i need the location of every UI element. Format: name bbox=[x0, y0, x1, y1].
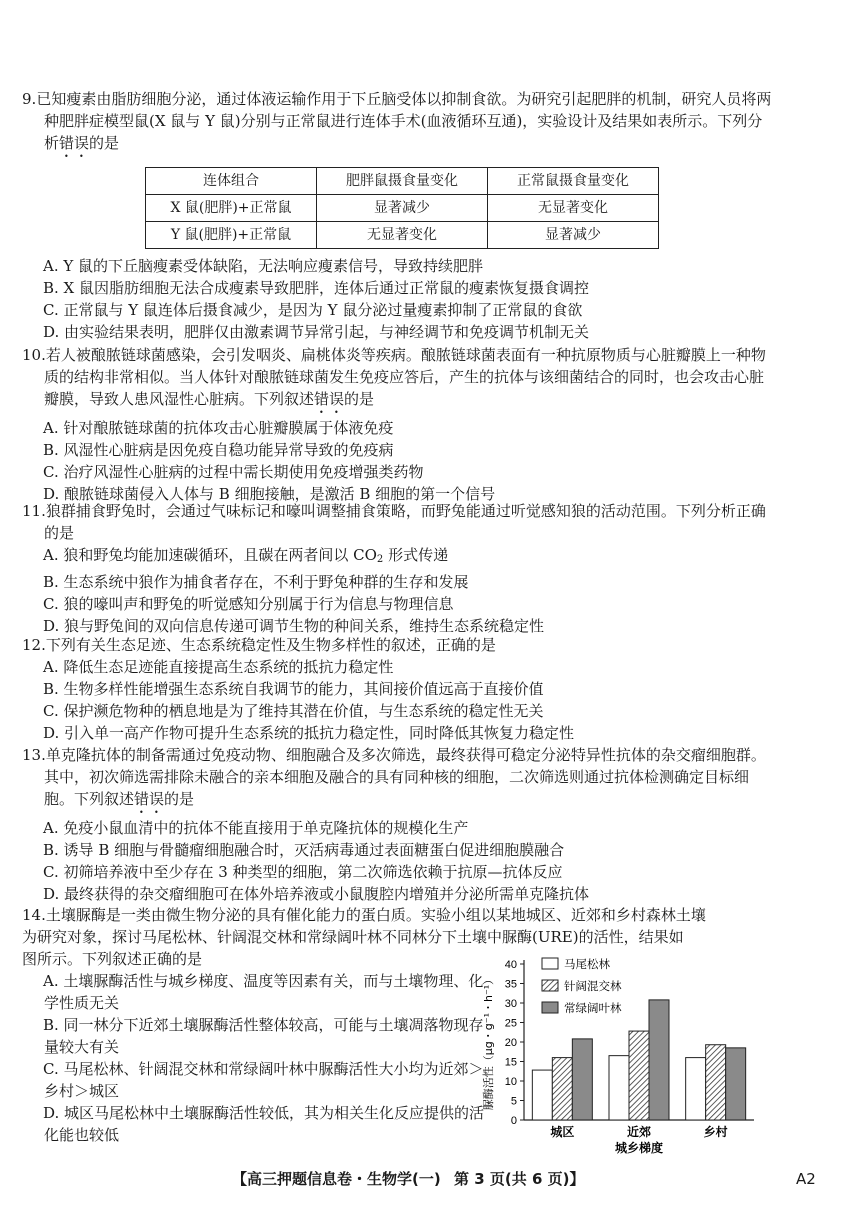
bar bbox=[726, 1048, 746, 1120]
y-tick-label: 30 bbox=[504, 998, 517, 1010]
table-cell: 无显著变化 bbox=[317, 222, 488, 249]
option-b: B. 风湿性心脏病是因免疫自稳功能异常导致的免疫病 bbox=[43, 441, 394, 459]
option-a: A. 土壤脲酶活性与城乡梯度、温度等因素有关，而与土壤物理、化学性质无关 bbox=[43, 972, 484, 1012]
option-d: D. 最终获得的杂交瘤细胞可在体外培养液或小鼠腹腔内增殖并分泌所需单克隆抗体 bbox=[43, 885, 590, 903]
footer-page-number: 第 3 页(共 6 页)】 bbox=[454, 1170, 585, 1188]
option-d: D. 由实验结果表明，肥胖仅由激素调节异常引起，与神经调节和免疫调节机制无关 bbox=[43, 323, 590, 341]
option-b: B. 生物多样性能增强生态系统自我调节的能力，其间接价值远高于直接价值 bbox=[43, 680, 544, 698]
y-tick-label: 10 bbox=[504, 1076, 517, 1088]
x-tick-label: 乡村 bbox=[703, 1125, 728, 1139]
option-b: B. 生态系统中狼作为捕食者存在，不利于野兔种群的生存和发展 bbox=[43, 573, 469, 591]
table-row bbox=[146, 195, 659, 222]
question-14-stem: 14.土壤脲酶是一类由微生物分泌的具有催化能力的蛋白质。实验小组以某地城区、近郊和乡村森林土壤 bbox=[22, 906, 706, 924]
table-header-row bbox=[146, 168, 659, 195]
option-d: D. 引入单一高产作物可提升生态系统的抵抗力稳定性，同时降低其恢复力稳定性 bbox=[43, 724, 575, 742]
option-c: C. 正常鼠与 Y 鼠连体后摄食减少，是因为 Y 鼠分泌过量瘦素抑制了正常鼠的食欲 bbox=[43, 301, 583, 319]
bar bbox=[629, 1031, 649, 1120]
option-a: A. 狼和野兔均能加速碳循环，且碳在两者间以 $CO_2$ 形式传递 bbox=[43, 546, 449, 565]
page-footer bbox=[0, 1168, 868, 1190]
question-11-stem: 11.狼群捕食野兔时，会通过气味标记和嚎叫调整捕食策略，而野兔能通过听觉感知狼的活动范围。下列分析正确的是 bbox=[22, 502, 766, 542]
x-axis-label: 城乡梯度 bbox=[614, 1141, 664, 1155]
legend-label: 常绿阔叶林 bbox=[564, 1001, 622, 1015]
table-header-cell: 肥胖鼠摄食量变化 bbox=[317, 168, 488, 195]
question-12-stem: 12.下列有关生态足迹、生态系统稳定性及生物多样性的叙述，正确的是 bbox=[22, 636, 496, 654]
question-9-stem: 9.已知瘦素由脂肪细胞分泌，通过体液运输作用于下丘脑受体以抑制食欲。为研究引起肥胖的机制，研究人员将两种肥胖症模型鼠(X 鼠与 Y 鼠)分别与正常鼠进行连体手术(血液循环互通)，实验设计及结果如表所示。下列分析错误的是 bbox=[22, 90, 772, 152]
question-10 bbox=[22, 344, 774, 505]
bar bbox=[532, 1070, 552, 1120]
question-11 bbox=[22, 500, 774, 637]
table-cell: 显著减少 bbox=[317, 195, 488, 222]
bar bbox=[706, 1045, 726, 1120]
question-14-stem-line-3: 图所示。下列叙述正确的是 bbox=[22, 950, 203, 968]
y-tick-label: 35 bbox=[504, 978, 517, 991]
question-14-options bbox=[22, 970, 492, 1146]
table-row bbox=[146, 222, 659, 249]
y-axis-label: 脲酶活性（μg・g⁻¹・h⁻¹） bbox=[482, 973, 495, 1111]
bar bbox=[552, 1058, 572, 1120]
table-cell: 显著减少 bbox=[488, 222, 659, 249]
question-14-stem-line-2: 为研究对象，探讨马尾松林、针阔混交林和常绿阔叶林不同林分下土壤中脲酶(URE)的活性，结果如 bbox=[22, 928, 684, 946]
table-cell: 无显著变化 bbox=[488, 195, 659, 222]
y-tick-label: 0 bbox=[510, 1115, 517, 1127]
legend-label: 马尾松林 bbox=[564, 957, 610, 971]
option-c: C. 治疗风湿性心脏病的过程中需长期使用免疫增强类药物 bbox=[43, 463, 424, 481]
y-tick-label: 20 bbox=[504, 1037, 517, 1049]
option-d: D. 狼与野兔间的双向信息传递可调节生物的种间关系，维持生态系统稳定性 bbox=[43, 617, 545, 635]
option-d: D. 城区马尾松林中土壤脲酶活性较低，其为相关生化反应提供的活化能也较低 bbox=[43, 1104, 485, 1144]
x-tick-label: 城区 bbox=[550, 1125, 575, 1139]
legend-swatch bbox=[542, 958, 558, 969]
question-9 bbox=[22, 88, 774, 343]
option-b: B. X 鼠因脂肪细胞无法合成瘦素导致肥胖，连体后通过正常鼠的瘦素恢复摄食调控 bbox=[43, 279, 590, 297]
option-a: A. 降低生态足迹能直接提高生态系统的抵抗力稳定性 bbox=[43, 658, 394, 676]
y-tick-label: 5 bbox=[510, 1095, 517, 1108]
legend-swatch bbox=[542, 980, 558, 991]
footer-title: 【高三押题信息卷・生物学(一) bbox=[232, 1170, 441, 1188]
bar-chart bbox=[478, 948, 778, 1160]
bar bbox=[686, 1058, 706, 1120]
option-a: A. Y 鼠的下丘脑瘦素受体缺陷，无法响应瘦素信号，导致持续肥胖 bbox=[43, 257, 484, 275]
y-tick-label: 40 bbox=[504, 959, 517, 971]
question-10-stem: 10.若人被酿脓链球菌感染，会引发咽炎、扁桃体炎等疾病。酿脓链球菌表面有一种抗原物质与心脏瓣膜上一种物质的结构非常相似。当人体针对酿脓链球菌发生免疫应答后，产生的抗体与该细菌结合的同时，也会攻击心脏瓣膜，导致人患风湿性心脏病。下列叙述错误的是 bbox=[22, 346, 766, 408]
option-b: B. 同一林分下近郊土壤脲酶活性整体较高，可能与土壤凋落物现存量较大有关 bbox=[43, 1016, 484, 1056]
question-13-stem: 13.单克隆抗体的制备需通过免疫动物、细胞融合及多次筛选，最终获得可稳定分泌特异性抗体的杂交瘤细胞群。其中，初次筛选需排除未融合的亲本细胞及融合的具有同种核的细胞，二次筛选则通过抗体检测确定目标细胞。下列叙述错误的是 bbox=[22, 746, 766, 808]
urease-activity-chart bbox=[478, 948, 778, 1160]
table-cell: Y 鼠(肥胖)+正常鼠 bbox=[146, 222, 317, 249]
footer-code: A2 bbox=[796, 1170, 816, 1188]
question-12 bbox=[22, 634, 774, 744]
y-tick-label: 15 bbox=[504, 1056, 517, 1069]
option-c: C. 狼的嚎叫声和野兔的听觉感知分别属于行为信息与物理信息 bbox=[43, 595, 454, 613]
question-13 bbox=[22, 744, 774, 905]
table-header-cell: 正常鼠摄食量变化 bbox=[488, 168, 659, 195]
option-a: A. 针对酿脓链球菌的抗体攻击心脏瓣膜属于体液免疫 bbox=[43, 419, 394, 437]
x-tick-label: 近郊 bbox=[626, 1125, 652, 1139]
legend-swatch bbox=[542, 1002, 558, 1013]
table-header-cell: 连体组合 bbox=[146, 168, 317, 195]
bar bbox=[572, 1039, 592, 1120]
y-tick-label: 25 bbox=[504, 1017, 517, 1030]
option-b: B. 诱导 B 细胞与骨髓瘤细胞融合时，灭活病毒通过表面糖蛋白促进细胞膜融合 bbox=[43, 841, 565, 859]
option-c: C. 初筛培养液中至少存在 3 种类型的细胞，第二次筛选依赖于抗原—抗体反应 bbox=[43, 863, 563, 881]
bar bbox=[649, 1000, 669, 1120]
bar bbox=[609, 1056, 629, 1120]
experiment-table bbox=[145, 167, 659, 249]
table-cell: X 鼠(肥胖)+正常鼠 bbox=[146, 195, 317, 222]
option-c: C. 马尾松林、针阔混交林和常绿阔叶林中脲酶活性大小均为近郊＞乡村＞城区 bbox=[43, 1060, 484, 1100]
option-c: C. 保护濒危物种的栖息地是为了维持其潜在价值，与生态系统的稳定性无关 bbox=[43, 702, 544, 720]
legend-label: 针阔混交林 bbox=[564, 979, 622, 993]
option-d: D. 酿脓链球菌侵入人体与 B 细胞接触，是激活 B 细胞的第一个信号 bbox=[43, 485, 496, 503]
option-a: A. 免疫小鼠血清中的抗体不能直接用于单克隆抗体的规模化生产 bbox=[43, 819, 469, 837]
